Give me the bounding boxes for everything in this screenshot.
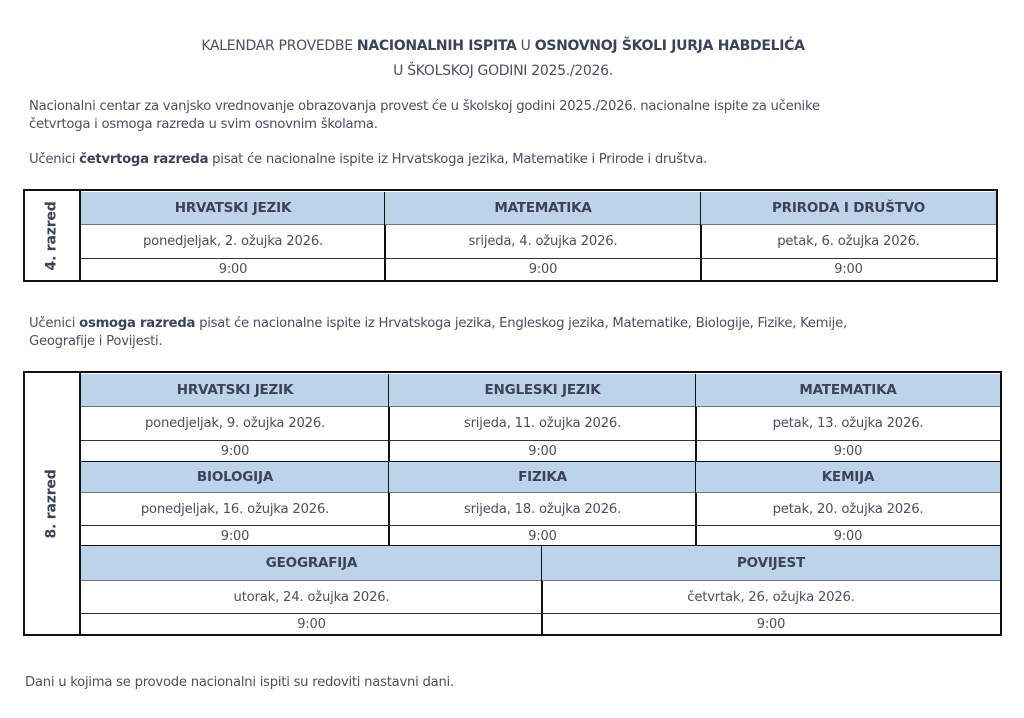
grade8-grid <box>81 373 1000 634</box>
exam-date-cell: utorak, 24. ožujka 2026. <box>81 581 542 614</box>
intro-line: Nacionalni centar za vanjsko vrednovanje obrazovanja provest će u školskoj godini 2025./2026. nacionalne ispite za učenike <box>29 99 820 114</box>
document-title-line2: U ŠKOLSKOJ GODINI 2025./2026. <box>393 63 613 79</box>
grade4-schedule-table <box>23 189 998 282</box>
exam-subject-header: MATEMATIKA <box>385 192 701 225</box>
grade4-intro-text: Učenici <box>29 152 80 167</box>
grade4-label: 4. razred <box>44 200 60 271</box>
exam-subject-header: KEMIJA <box>696 462 1000 493</box>
grade4-intro-text: pisat će nacionalne ispite iz Hrvatskoga jezika, Matematike i Prirode i društva. <box>208 152 708 167</box>
exam-date-cell: srijeda, 4. ožujka 2026. <box>385 225 701 259</box>
exam-subject-header: FIZIKA <box>389 462 696 493</box>
exam-subject-header: BIOLOGIJA <box>81 462 389 493</box>
exam-subject-header: POVIJEST <box>542 546 1000 581</box>
exam-time-cell: 9:00 <box>297 616 326 632</box>
title-text: KALENDAR PROVEDBE <box>201 38 357 54</box>
exam-time-cell: 9:00 <box>218 262 248 277</box>
exam-time-cell: 9:00 <box>528 443 557 459</box>
title-bold-exams: NACIONALNIH ISPITA <box>356 38 517 54</box>
exam-date-cell: petak, 13. ožujka 2026. <box>696 407 1000 441</box>
exam-date-cell: srijeda, 11. ožujka 2026. <box>389 407 696 441</box>
exam-date-cell: ponedjeljak, 9. ožujka 2026. <box>81 407 389 441</box>
exam-subject-header: PRIRODA I DRUŠTVO <box>701 192 996 225</box>
exam-time-cell: 9:00 <box>528 528 557 544</box>
grade4-grid <box>81 191 996 280</box>
exam-time-cell: 9:00 <box>833 528 863 544</box>
exam-time-cell: 9:00 <box>220 528 250 544</box>
exam-time-cell: 9:00 <box>834 262 863 277</box>
grade8-intro-bold: osmoga razreda <box>79 316 196 331</box>
exam-subject-header: MATEMATIKA <box>696 374 1000 407</box>
intro-paragraph <box>29 98 820 134</box>
exam-date-cell: ponedjeljak, 16. ožujka 2026. <box>81 493 389 526</box>
grade8-schedule-table <box>23 371 1002 636</box>
grade8-label: 8. razred <box>44 468 60 539</box>
exam-time-cell: 9:00 <box>833 443 863 459</box>
exam-date-cell: ponedjeljak, 2. ožujka 2026. <box>81 225 385 259</box>
exam-subject-header: GEOGRAFIJA <box>81 546 542 581</box>
grade8-intro <box>29 315 847 351</box>
exam-date-cell: petak, 20. ožujka 2026. <box>696 493 1000 526</box>
footer-note: Dani u kojima se provode nacionalni ispiti su redoviti nastavni dani. <box>25 675 454 690</box>
grade4-label-cell <box>25 191 81 280</box>
exam-subject-header: ENGLESKI JEZIK <box>389 374 696 407</box>
exam-time-cell: 9:00 <box>528 262 558 277</box>
exam-subject-header: HRVATSKI JEZIK <box>81 374 389 407</box>
title-bold-school: OSNOVNOJ ŠKOLI JURJA HABDELIĆA <box>534 38 805 54</box>
exam-date-cell: petak, 6. ožujka 2026. <box>701 225 996 259</box>
title-text: U <box>516 38 535 54</box>
exam-subject-header: HRVATSKI JEZIK <box>81 192 385 225</box>
document-title-line1 <box>0 38 1006 54</box>
exam-time-cell: 9:00 <box>220 443 250 459</box>
grade4-intro <box>29 151 707 169</box>
grade8-label-cell <box>25 373 81 634</box>
grade8-intro-text: pisat će nacionalne ispite iz Hrvatskoga jezika, Engleskog jezika, Matematike, Biologije, Fizike, Kemije, <box>195 316 847 331</box>
grade4-intro-bold: četvrtoga razreda <box>79 152 209 167</box>
exam-date-cell: četvrtak, 26. ožujka 2026. <box>542 581 1000 614</box>
intro-line: četvrtoga i osmoga razreda u svim osnovnim školama. <box>29 117 378 132</box>
grade8-intro-text: Geografije i Povijesti. <box>29 334 163 349</box>
exam-time-cell: 9:00 <box>756 616 786 632</box>
grade8-intro-text: Učenici <box>29 316 80 331</box>
exam-date-cell: srijeda, 18. ožujka 2026. <box>389 493 696 526</box>
